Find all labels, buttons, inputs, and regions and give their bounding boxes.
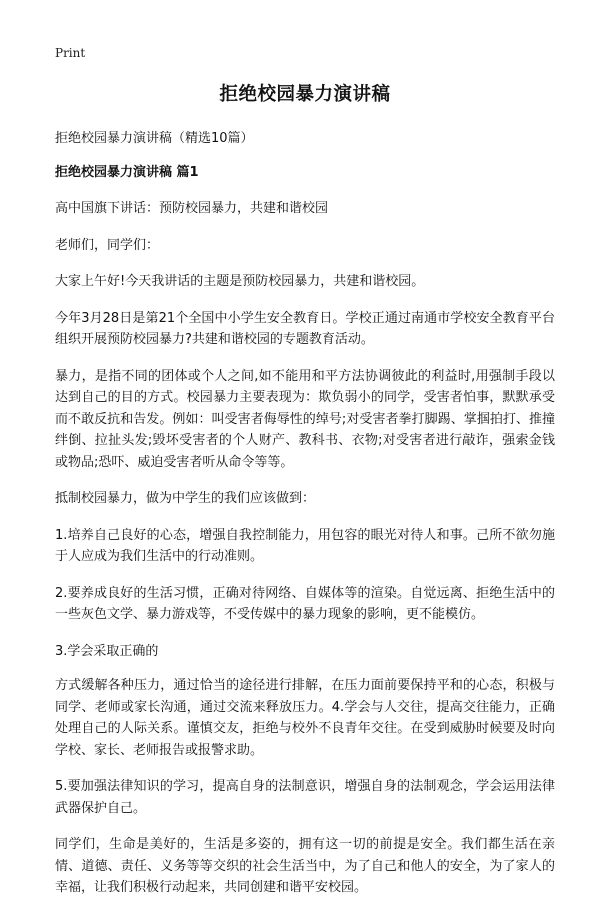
document-title: 拒绝校园暴力演讲稿 — [219, 84, 391, 105]
section-heading: 拒绝校园暴力演讲稿 篇1 — [55, 164, 199, 180]
paragraph: 大家上午好!今天我讲话的主题是预防校园暴力，共建和谐校园。 — [55, 274, 425, 289]
paragraph: 3.学会采取正确的 — [55, 643, 159, 659]
paragraph: 暴力，是指不同的团体或个人之间,如不能用和平方法协调彼此的利益时,用强制手段以达到自己的目的方式。校园暴力主要表现为：欺负弱小的同学，受害者怕事，默默承受而不敢反抗和告发。例如：叫受害者侮辱性的绰号;对受害者拳打脚踢、掌掴拍打、推撞绊倒、拉扯头发;毁坏受害者的个人财产、教科书、衣物;对受害者进行敲诈，强索金钱或物品;恐吓、威迫受害者听从命令等等。 — [55, 368, 555, 470]
document-body — [55, 80, 555, 899]
paragraph: 2.要养成良好的生活习惯，正确对待网络、自媒体等的渲染。自觉远离、拒绝生活中的一些灰色文学、暴力游戏等，不受传媒中的暴力现象的影响，更不能模仿。 — [55, 585, 555, 622]
paragraph: 1.培养自己良好的心态，增强自我控制能力，用包容的眼光对待人和事。己所不欲勿施于人应成为我们生活中的行动准则。 — [55, 527, 555, 564]
paragraph: 今年3月28日是第21个全国中小学生安全教育日。学校正通过南通市学校安全教育平台组织开展预防校园暴力?共建和谐校园的专题教育活动。 — [55, 310, 555, 347]
document-subtitle: 拒绝校园暴力演讲稿（精选10篇） — [55, 131, 254, 146]
paragraph: 高中国旗下讲话：预防校园暴力，共建和谐校园 — [55, 201, 329, 216]
print-link[interactable]: Print — [55, 46, 86, 60]
paragraph: 抵制校园暴力，做为中学生的我们应该做到： — [55, 491, 316, 506]
paragraph: 方式缓解各种压力，通过恰当的途径进行排解，在压力面前要保持平和的心态，积极与同学、老师或家长沟通，通过交流来释放压力。4.学会与人交往，提高交往能力，正确处理自己的人际关系。谨慎交友，拒绝与校外不良青年交往。在受到威胁时候要及时向学校、家长、老师报告或报警求助。 — [55, 678, 555, 758]
paragraph: 5.要加强法律知识的学习，提高自身的法制意识，增强自身的法制观念，学会运用法律武器保护自己。 — [55, 779, 555, 816]
paragraph: 同学们，生命是美好的，生活是多姿的，拥有这一切的前提是安全。我们都生活在亲情、道德、责任、义务等等交织的社会生活当中，为了自己和他人的安全，为了家人的幸福，让我们积极行动起来，共同创建和谐平安校园。 — [55, 837, 555, 895]
paragraph: 老师们，同学们： — [55, 237, 160, 253]
